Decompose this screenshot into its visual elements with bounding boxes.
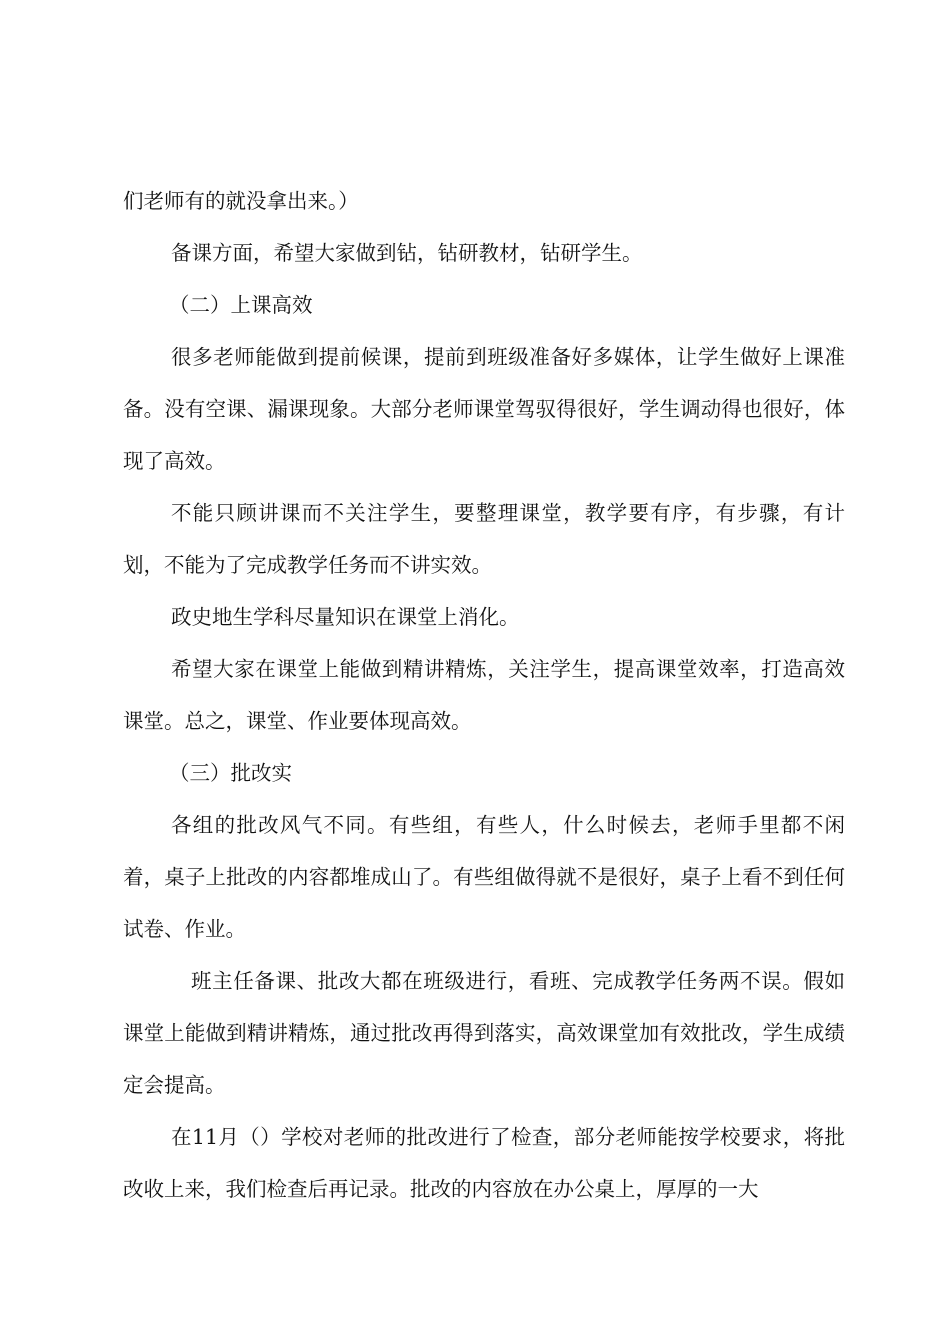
section-heading-efficient-class: （二）上课高效	[169, 293, 313, 317]
paragraph-subjects: 政史地生学科尽量知识在课堂上消化。	[171, 605, 520, 629]
paragraph-head-teacher: 班主任备课、批改大都在班级进行，看班、完成教学任务两不误。假如课堂上能做到精讲精炼，通过批改再得到落实，高效课堂加有效批改，学生成绩定会提高。	[123, 969, 845, 1097]
paragraph-class-order: 不能只顾讲课而不关注学生，要整理课堂，教学要有序，有步骤，有计划，不能为了完成教学任务而不讲实效。	[123, 501, 845, 577]
paragraph-grading-culture: 各组的批改风气不同。有些组，有些人，什么时候去，老师手里都不闲着，桌子上批改的内容都堆成山了。有些组做得就不是很好，桌子上看不到任何试卷、作业。	[123, 813, 845, 941]
paragraph-november-check: 在11月（）学校对老师的批改进行了检查，部分老师能按学校要求，将批改收上来，我们检查后再记录。批改的内容放在办公桌上，厚厚的一大	[123, 1125, 845, 1201]
paragraph-continuation: 们老师有的就没拿出来。）	[123, 189, 359, 213]
paragraph-class-prep: 很多老师能做到提前候课，提前到班级准备好多媒体，让学生做好上课准备。没有空课、漏课现象。大部分老师课堂驾驭得很好，学生调动得也很好，体现了高效。	[123, 345, 845, 473]
document-body	[123, 175, 845, 1215]
paragraph-lesson-prep: 备课方面，希望大家做到钻，钻研教材，钻研学生。	[171, 241, 643, 265]
paragraph-class-efficiency: 希望大家在课堂上能做到精讲精炼，关注学生，提高课堂效率，打造高效课堂。总之，课堂、作业要体现高效。	[123, 657, 845, 733]
section-heading-grading: （三）批改实	[169, 761, 292, 785]
